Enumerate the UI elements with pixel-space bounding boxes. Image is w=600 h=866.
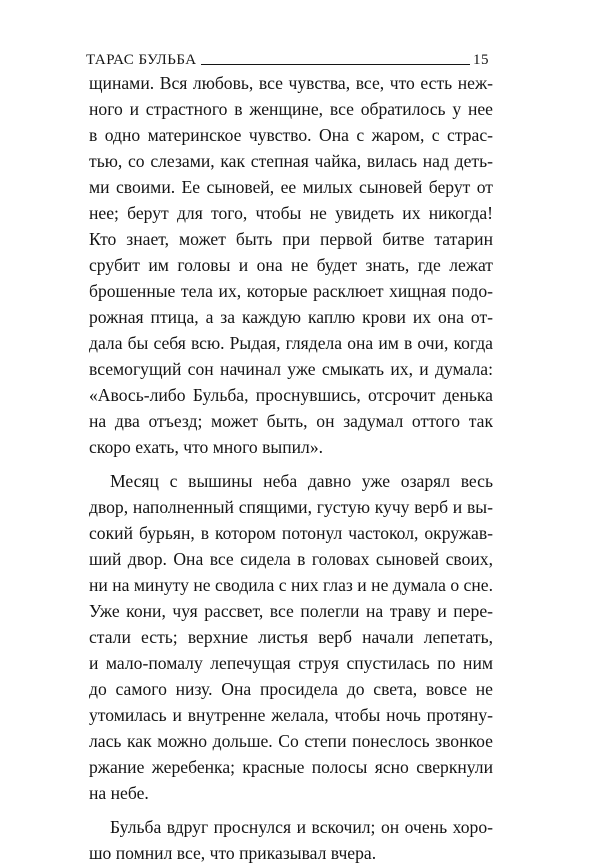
text-line: тью, со слезами, как степная чайка, вилась над деть- [89, 151, 493, 171]
text-line: Кто знает, может быть при первой битве татарин [89, 229, 493, 249]
paragraph-gap [89, 460, 493, 468]
paragraph-2 [89, 468, 493, 806]
text-line: всемогущий сон начинал уже смыкать их, и думала: [89, 359, 493, 379]
paragraph-1 [89, 70, 493, 460]
text-line: срубит им головы и она не будет знать, где лежат [89, 255, 493, 275]
header-rule [201, 64, 470, 65]
text-line: щинами. Вся любовь, все чувства, все, что есть неж- [89, 73, 493, 93]
text-line: ми своими. Ее сыновей, ее милых сыновей берут от [89, 177, 493, 197]
paragraph-gap [89, 806, 493, 814]
text-line: ни на минуту не сводила с них глаз и не думала о сне. [89, 575, 493, 595]
paragraph-3 [89, 814, 493, 866]
text-line: стали есть; верхние листья верб начали лепетать, [89, 627, 493, 647]
text-line: Бульба вдруг проснулся и вскочил; он очень хоро- [110, 817, 493, 837]
text-line: дала бы себя всю. Рыдая, глядела она им в очи, когда [89, 333, 493, 353]
text-line: Месяц с вышины неба давно уже озарял весь [110, 471, 493, 491]
text-line: сокий бурьян, в котором потонул частокол, окружав- [89, 523, 493, 543]
page-number: 15 [473, 52, 489, 68]
text-line: двор, наполненный спящими, густую кучу верб и вы- [89, 497, 493, 517]
text-line: и мало-помалу лепечущая струя спустилась по ним [89, 653, 493, 673]
text-line: ного и страстного в женщине, все обратилось у нее [89, 99, 493, 119]
book-title: ТАРАС БУЛЬБА [86, 52, 197, 68]
text-line: в одно материнское чувство. Она с жаром, с страс- [89, 125, 493, 145]
running-head [86, 44, 489, 68]
text-line: «Авось-либо Бульба, проснувшись, отсрочит денька [89, 385, 493, 405]
text-line: на два отъезд; может быть, он задумал оттого так [89, 411, 493, 431]
text-line: шо помнил все, что приказывал вчера. [89, 843, 377, 863]
text-line: ржание жеребенка; красные полосы ясно сверкнули [89, 757, 493, 777]
text-line: на небе. [89, 783, 149, 803]
text-line: до самого низу. Она просидела до света, вовсе не [89, 679, 493, 699]
text-line: утомилась и внутренне желала, чтобы ночь протяну- [89, 705, 493, 725]
text-line: скоро ехать, что много выпил». [89, 437, 324, 457]
text-line: рожная птица, а за каждую каплю крови их она от- [89, 307, 493, 327]
text-line: лась как можно дольше. Со степи понеслось звонкое [89, 731, 493, 751]
text-line: нее; берут для того, чтобы не увидеть их никогда! [89, 203, 493, 223]
body-text [89, 70, 493, 866]
text-line: брошенные тела их, которые расклюет хищная подо- [89, 281, 493, 301]
text-line: ший двор. Она все сидела в головах сыновей своих, [89, 549, 493, 569]
text-line: Уже кони, чуя рассвет, все полегли на траву и пере- [89, 601, 493, 621]
